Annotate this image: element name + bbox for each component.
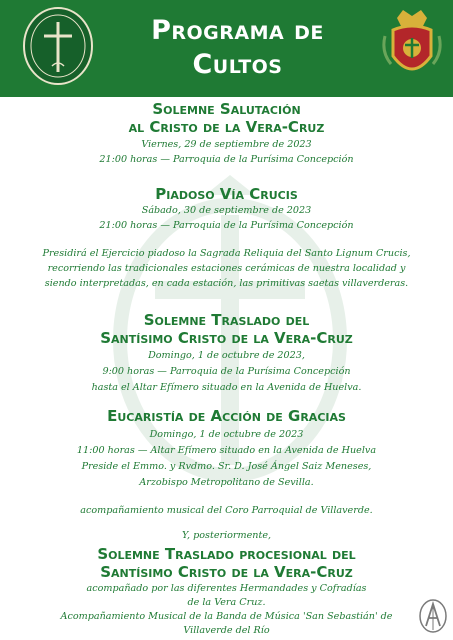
header-banner: [0, 0, 453, 97]
event-description: siendo interpretadas, en cada estación, las primitivas saetas villaverderas.: [44, 278, 409, 289]
event-presider-title: Arzobispo Metropolitano de Sevilla.: [139, 477, 314, 488]
event-date: Domingo, 1 de octubre de 2023: [149, 429, 304, 440]
event-presider: Preside el Emmo. y Rvdmo. Sr. D. José Ángel Saiz Meneses,: [81, 461, 372, 472]
event-intro: Y, posteriormente,: [181, 530, 272, 541]
event-music: Acompañamiento Musical de la Banda de Música 'San Sebastián' de: [60, 611, 393, 622]
event-title: Solemne Salutación: [152, 100, 301, 118]
monogram-logo-icon: [418, 598, 448, 634]
event-title: Eucaristía de Acción de Gracias: [107, 407, 346, 425]
title-line-2: Cultos: [192, 49, 283, 80]
event-title: Solemne Traslado del: [143, 311, 310, 329]
event-time-place: 21:00 horas — Parroquia de la Purísima Concepción: [99, 154, 354, 165]
event-title: Piadoso Vía Crucis: [155, 185, 298, 203]
event-traslado-procesional: [0, 529, 453, 637]
event-time-place: 11:00 horas — Altar Efímero situado en la Avenida de Huelva: [76, 445, 377, 456]
event-title: Santísimo Cristo de la Vera-Cruz: [100, 563, 353, 581]
crucifix-oval-seal-icon: [22, 6, 94, 86]
event-detail: de la Vera Cruz.: [187, 597, 266, 608]
event-time-place: 9:00 horas — Parroquia de la Purísima Concepción: [102, 366, 351, 377]
event-description: recorriendo las tradicionales estaciones cerámicas de nuestra localidad y: [47, 263, 406, 274]
event-description: Presidirá el Ejercicio piadoso la Sagrada Reliquia del Santo Lignum Crucis,: [42, 248, 411, 259]
event-date: Domingo, 1 de octubre de 2023,: [148, 350, 305, 361]
event-time-place: 21:00 horas — Parroquia de la Purísima Concepción: [99, 220, 354, 231]
event-traslado: [0, 311, 453, 394]
event-title: al Cristo de la Vera-Cruz: [128, 118, 325, 136]
event-via-crucis: [0, 185, 453, 290]
event-route: hasta el Altar Efímero situado en la Avenida de Huelva.: [91, 382, 362, 393]
event-salutacion: [0, 100, 453, 166]
event-detail: acompañado por las diferentes Hermandades y Cofradías: [86, 583, 367, 594]
page-title: [100, 14, 375, 82]
event-title: Solemne Traslado procesional del: [97, 545, 356, 563]
event-music: acompañamiento musical del Coro Parroquial de Villaverde.: [80, 505, 373, 516]
event-title: Santísimo Cristo de la Vera-Cruz: [100, 329, 353, 347]
event-date: Viernes, 29 de septiembre de 2023: [141, 139, 312, 150]
heraldic-crest-icon: [381, 8, 443, 86]
event-date: Sábado, 30 de septiembre de 2023: [141, 205, 312, 216]
event-music-place: Villaverde del Río: [183, 625, 270, 636]
title-line-1: Programa de: [151, 15, 324, 46]
event-eucaristia: [0, 407, 453, 517]
